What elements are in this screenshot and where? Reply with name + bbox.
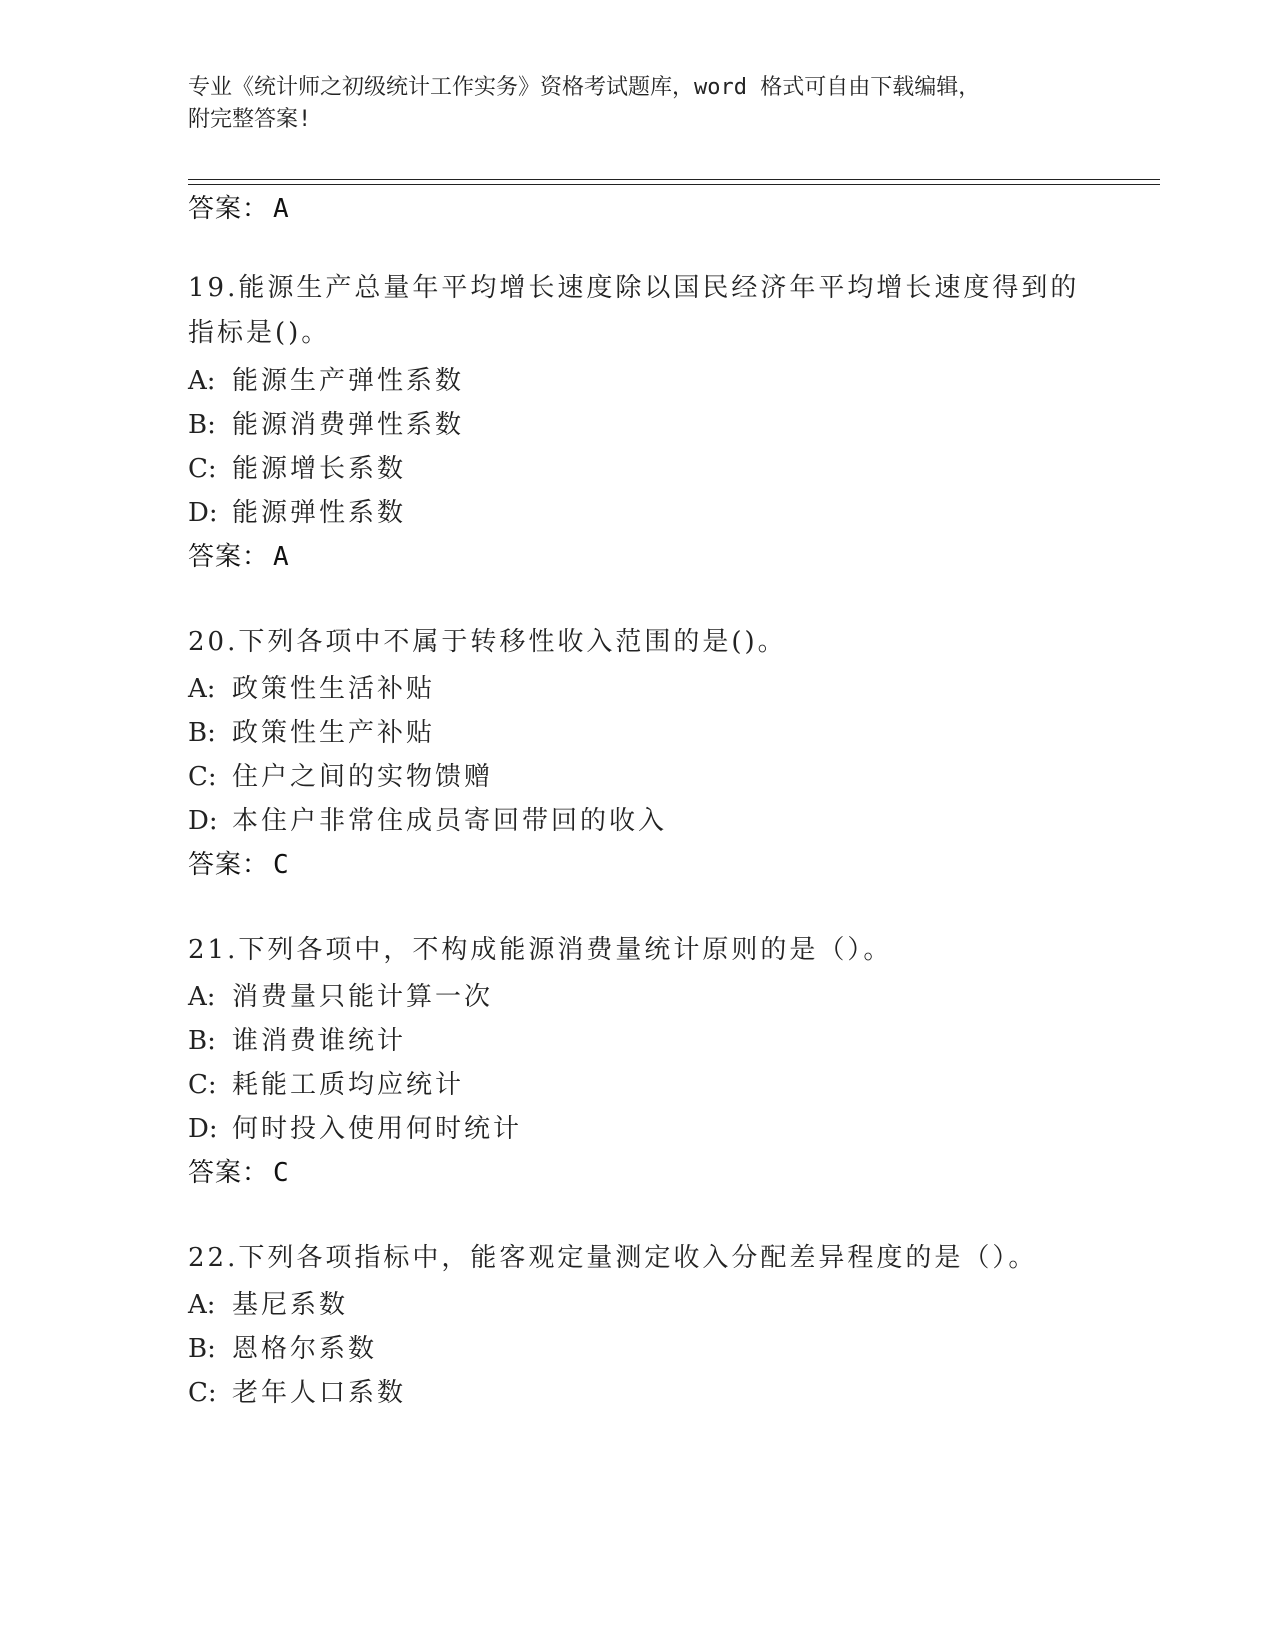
option-text: 老年人口系数 [232, 1378, 407, 1408]
question-22-option-b [188, 1328, 377, 1365]
question-21-option-d [188, 1108, 522, 1145]
option-label: A: [188, 1290, 216, 1320]
answer-prefix: 答案： [188, 850, 270, 880]
option-label: A: [188, 366, 216, 396]
header-line-2: 附完整答案! [188, 107, 312, 132]
question-20-option-b [188, 712, 435, 749]
option-label: A: [188, 674, 216, 704]
answer-prefix: 答案： [188, 542, 270, 572]
option-text: 谁消费谁统计 [232, 1026, 407, 1056]
question-19-line-2: 指标是()。 [188, 318, 331, 348]
option-label: B: [188, 718, 216, 748]
question-22-line-1: 22.下列各项指标中，能客观定量测定收入分配差异程度的是（）。 [188, 1243, 1038, 1273]
header-rule-top [188, 179, 1160, 180]
answer-value: A [273, 194, 290, 224]
option-text: 能源生产弹性系数 [232, 366, 465, 396]
answer-value: C [273, 1158, 290, 1188]
option-label: D: [188, 806, 218, 836]
answer-value: A [273, 542, 290, 572]
option-label: B: [188, 1334, 216, 1364]
option-label: B: [188, 410, 216, 440]
answer-prefix: 答案： [188, 1158, 270, 1188]
option-label: D: [188, 1114, 218, 1144]
option-label: A: [188, 982, 216, 1012]
question-22-text [188, 1236, 1088, 1281]
option-label: C: [188, 1378, 217, 1408]
question-19-text [188, 266, 1088, 356]
option-text: 何时投入使用何时统计 [232, 1114, 523, 1144]
question-20-answer [188, 844, 290, 881]
option-text: 恩格尔系数 [232, 1334, 378, 1364]
option-label: D: [188, 498, 218, 528]
question-19-option-d [188, 492, 406, 529]
option-label: C: [188, 762, 217, 792]
question-21-line-1: 21.下列各项中，不构成能源消费量统计原则的是（）。 [188, 935, 893, 965]
question-21-answer [188, 1152, 290, 1189]
question-20-option-c [188, 756, 493, 793]
header-rule-bottom [188, 184, 1160, 185]
question-19-answer [188, 536, 290, 573]
question-20-line-1: 20.下列各项中不属于转移性收入范围的是()。 [188, 627, 787, 657]
document-header [188, 72, 1088, 136]
answer-value: C [273, 850, 290, 880]
question-19-line-1: 19.能源生产总量年平均增长速度除以国民经济年平均增长速度得到的 [188, 273, 1080, 303]
option-label: C: [188, 454, 217, 484]
question-21-option-b [188, 1020, 406, 1057]
question-20-text [188, 620, 1088, 665]
option-text: 消费量只能计算一次 [232, 982, 494, 1012]
question-21-text [188, 928, 1088, 973]
option-text: 耗能工质均应统计 [232, 1070, 465, 1100]
question-21-option-c [188, 1064, 464, 1101]
question-19-option-b [188, 404, 464, 441]
question-20-option-a [188, 668, 435, 705]
answer-line [188, 188, 290, 225]
option-text: 住户之间的实物馈赠 [232, 762, 494, 792]
option-text: 政策性生活补贴 [232, 674, 436, 704]
option-text: 基尼系数 [232, 1290, 349, 1320]
question-22-option-a [188, 1284, 348, 1321]
header-line-1: 专业《统计师之初级统计工作实务》资格考试题库，word 格式可自由下载编辑， [188, 75, 981, 100]
question-20-option-d [188, 800, 667, 837]
question-22-option-c [188, 1372, 406, 1409]
question-19-option-c [188, 448, 406, 485]
question-21-option-a [188, 976, 493, 1013]
option-text: 能源增长系数 [232, 454, 407, 484]
question-19-option-a [188, 360, 464, 397]
option-label: B: [188, 1026, 216, 1056]
option-text: 能源消费弹性系数 [232, 410, 465, 440]
option-label: C: [188, 1070, 217, 1100]
option-text: 政策性生产补贴 [232, 718, 436, 748]
option-text: 本住户非常住成员寄回带回的收入 [232, 806, 668, 836]
answer-prefix: 答案： [188, 194, 270, 224]
option-text: 能源弹性系数 [232, 498, 407, 528]
